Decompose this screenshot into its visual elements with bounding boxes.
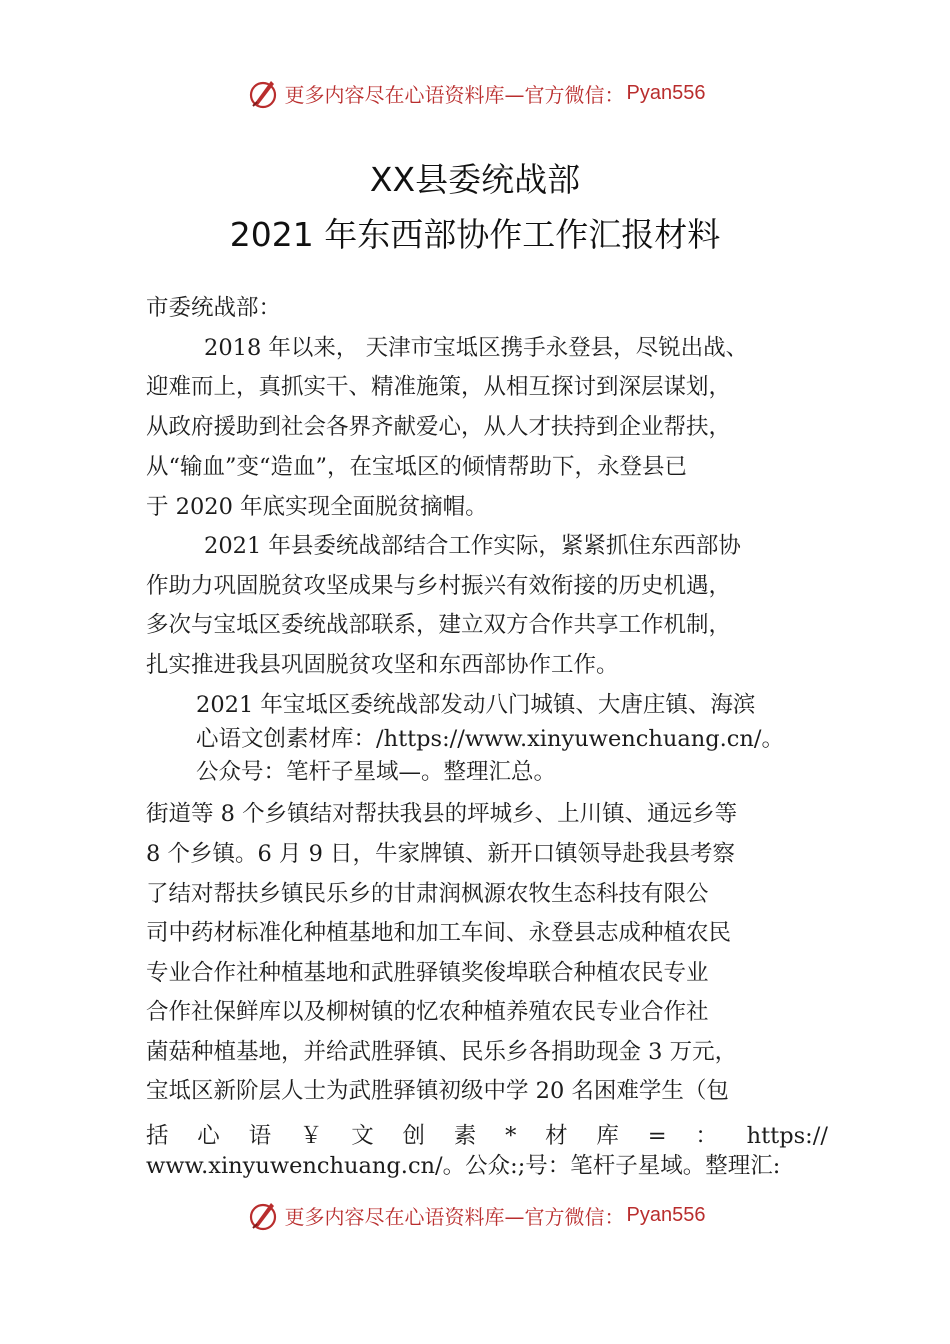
body-line: 2018 年以来， 天津市宝坻区携手永登县，尽锐出战、 [204, 335, 749, 361]
spread-char: ￥ [299, 1123, 323, 1149]
body-line: 8 个乡镇。6 月 9 日，牛家牌镇、新开口镇领导赴我县考察 [146, 841, 736, 867]
fountain-pen-logo-icon [245, 75, 281, 111]
spread-char: = [647, 1123, 667, 1149]
watermark-line: www.xinyuwenchuang.cn/。公众:;号：笔杆子星域。整理汇: [146, 1153, 781, 1179]
spread-url: https:// [746, 1123, 828, 1149]
header-banner [0, 73, 950, 113]
spread-char: 文 [351, 1123, 374, 1149]
body-line: 从“输血”变“造血”，在宝坻区的倾情帮助下，永登县已 [146, 454, 688, 480]
fountain-pen-logo-icon [245, 1197, 281, 1233]
body-line: 多次与宝坻区委统战部联系，建立双方合作共享工作机制， [146, 612, 732, 638]
spread-char: ： [695, 1123, 718, 1149]
spread-char: 括 [146, 1123, 169, 1149]
banner-wechat-id: Pyan556 [626, 81, 706, 104]
body-line: 作助力巩固脱贫攻坚成果与乡村振兴有效衔接的历史机遇， [146, 573, 732, 599]
body-line: 扎实推进我县巩固脱贫攻坚和东西部协作工作。 [146, 652, 619, 678]
banner-text: 更多内容尽在心语资料库—官方微信： [284, 1204, 625, 1229]
spread-char: 创 [402, 1123, 425, 1149]
body-line: 从政府援助到社会各界齐献爱心，从人才扶持到企业帮扶， [146, 414, 732, 440]
body-line: 街道等 8 个乡镇结对帮扶我县的坪城乡、上川镇、通远乡等 [146, 801, 738, 827]
spread-char: 语 [248, 1123, 272, 1149]
watermark-spread-line [146, 1121, 828, 1151]
body-line: 迎难而上，真抓实干、精准施策，从相互探讨到深层谋划， [146, 374, 732, 400]
watermark-line: 心语文创素材库：/https://www.xinyuwenchuang.cn/。 [196, 726, 784, 752]
banner-wechat-id: Pyan556 [626, 1203, 706, 1226]
body-line: 合作社保鲜库以及柳树镇的忆农种植养殖农民专业合作社 [146, 999, 709, 1025]
footer-banner [0, 1195, 950, 1235]
document-title-line-1: XX县委统战部 [369, 160, 581, 199]
body-line: 2021 年县委统战部结合工作实际，紧紧抓住东西部协 [204, 533, 741, 559]
body-line: 菌菇种植基地，并给武胜驿镇、民乐乡各捐助现金 3 万元， [146, 1039, 738, 1065]
body-line: 专业合作社种植基地和武胜驿镇奖俊埠联合种植农民专业 [146, 960, 709, 986]
spread-char: 库 [596, 1123, 619, 1149]
body-line: 2021 年宝坻区委统战部发动八门城镇、大唐庄镇、海滨 [196, 692, 756, 718]
document-title-line-2: 2021 年东西部协作工作汇报材料 [229, 215, 721, 254]
spread-char: 素 [453, 1123, 477, 1149]
salutation: 市委统战部： [146, 295, 282, 321]
body-line: 宝坻区新阶层人士为武胜驿镇初级中学 20 名困难学生（包 [146, 1078, 729, 1104]
body-line: 司中药材标准化种植基地和加工车间、永登县志成种植农民 [146, 920, 732, 946]
watermark-line: 公众号：笔杆子星域—。整理汇总。 [196, 759, 557, 785]
banner-text: 更多内容尽在心语资料库—官方微信： [284, 82, 625, 107]
body-line: 于 2020 年底实现全面脱贫摘帽。 [146, 494, 488, 520]
spread-char: * [505, 1123, 517, 1149]
spread-char: 心 [197, 1123, 220, 1149]
spread-char: 材 [545, 1123, 568, 1149]
body-line: 了结对帮扶乡镇民乐乡的甘肃润枫源农牧生态科技有限公 [146, 881, 709, 907]
